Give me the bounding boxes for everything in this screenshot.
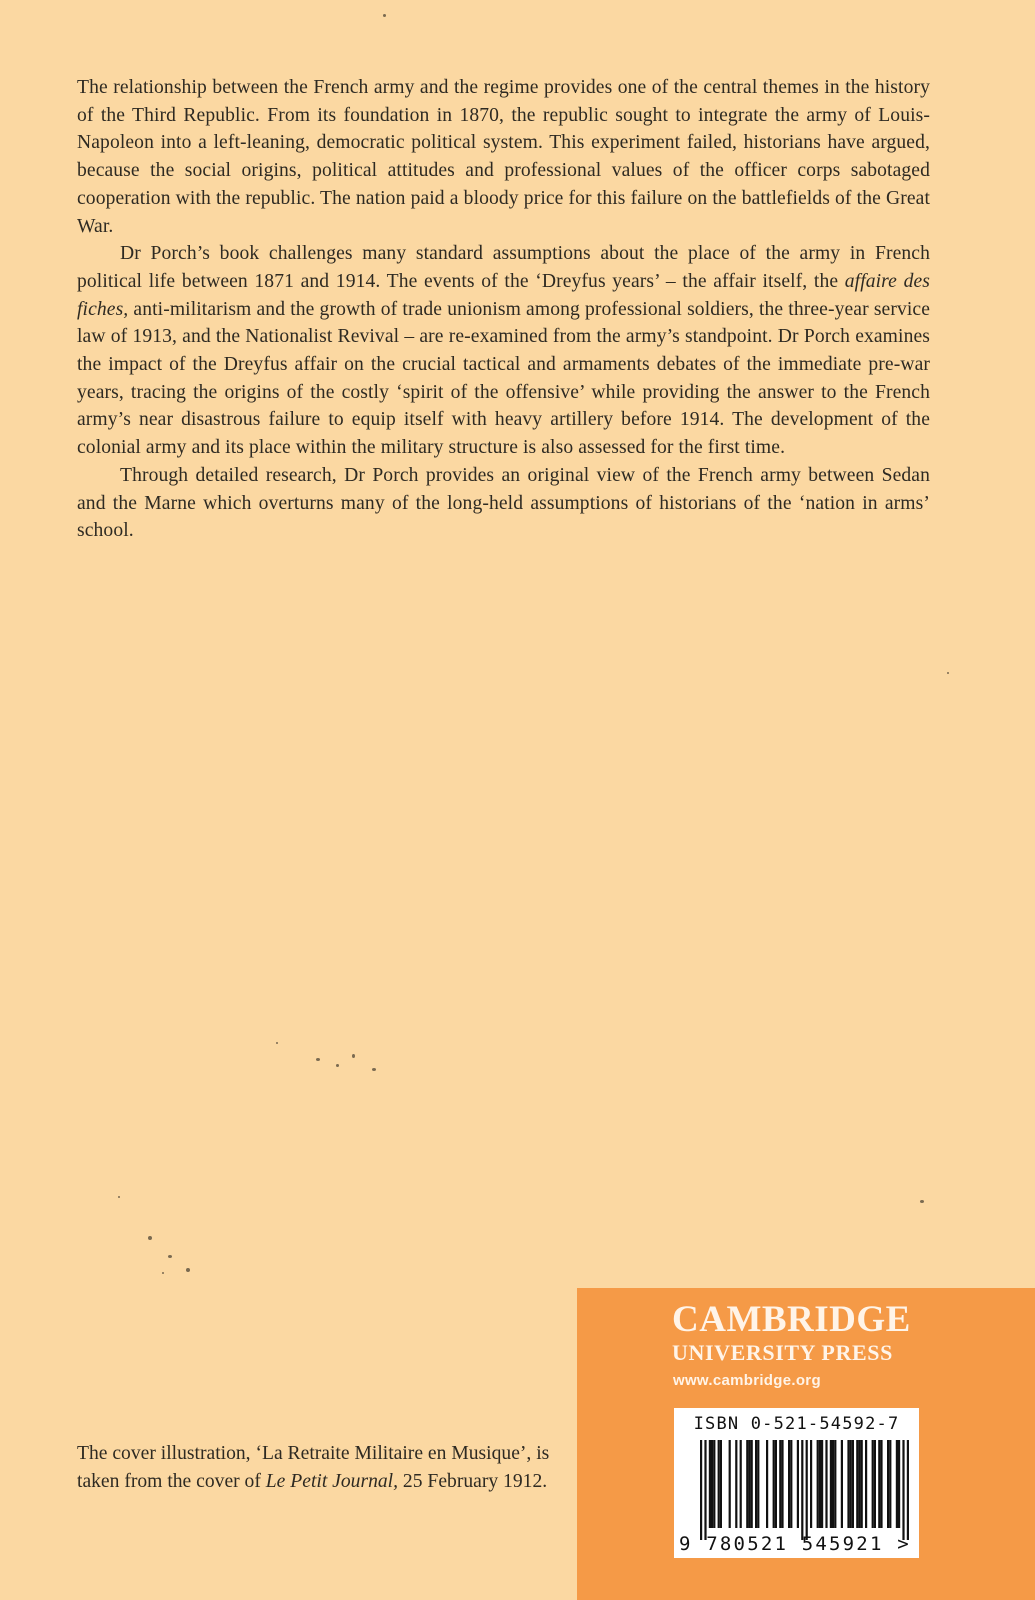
barcode-bar xyxy=(713,1440,715,1528)
barcode-bar xyxy=(729,1440,731,1528)
paper-speck xyxy=(276,1042,278,1044)
barcode-bar xyxy=(788,1440,790,1528)
paper-speck xyxy=(316,1058,320,1061)
barcode-bar xyxy=(751,1440,753,1528)
paper-speck xyxy=(947,672,949,674)
barcode-bar xyxy=(819,1440,821,1528)
barcode-bar xyxy=(748,1440,750,1528)
barcode-bar xyxy=(711,1440,713,1528)
barcode-bar xyxy=(887,1440,889,1528)
publisher-logo xyxy=(672,1300,911,1366)
barcode-bar xyxy=(841,1440,843,1528)
publisher-name-line1: CAMBRIDGE xyxy=(672,1299,911,1340)
barcode-bar xyxy=(775,1440,777,1528)
barcode-bar xyxy=(847,1440,849,1528)
barcode-bar xyxy=(709,1440,711,1528)
paper-speck xyxy=(186,1268,190,1272)
barcode-bar xyxy=(878,1440,880,1528)
publisher-panel xyxy=(577,1288,1035,1600)
barcode-bar xyxy=(735,1440,737,1528)
barcode-bar xyxy=(907,1440,909,1540)
cover-illustration-credit xyxy=(77,1440,557,1495)
blurb-paragraph-1: The relationship between the French army and the regime provides one of the central themes in the history of the Third Republic. From its foundation in 1870, the republic sought to integrate the army of Louis-Napoleon into a left-leaning, democratic political system. This experiment failed, historians have argued, because the social origins, political attitudes and professional values of the officer corps sabotaged cooperation with the republic. The nation paid a bloody price for this failure on the battlefields of the Great War. xyxy=(77,77,930,237)
blurb-paragraph-2-start: Dr Porch’s book challenges many standard assumptions about the place of the army in French political life between 1871 and 1914. The events of the ‘Dreyfus years’ – the affair itself, the xyxy=(77,243,930,292)
barcode-bar xyxy=(779,1440,781,1528)
credit-text-end: 25 February 1912. xyxy=(398,1470,548,1492)
barcode-bar xyxy=(896,1440,898,1528)
credit-italic-title: Le Petit Journal, xyxy=(265,1470,399,1492)
barcode-bar xyxy=(861,1440,863,1528)
publisher-name-line2: UNIVERSITY PRESS xyxy=(672,1340,893,1365)
barcode-bar xyxy=(856,1440,858,1528)
paper-speck xyxy=(118,1196,120,1198)
paper-speck xyxy=(336,1064,339,1067)
barcode-bar xyxy=(852,1440,854,1528)
barcode-bar xyxy=(830,1440,832,1528)
barcode-bar xyxy=(766,1440,768,1528)
paper-speck xyxy=(162,1272,164,1274)
paper-speck xyxy=(168,1255,172,1258)
barcode-bar xyxy=(817,1440,819,1528)
barcode-bar xyxy=(720,1440,722,1528)
barcode-bar xyxy=(902,1440,904,1540)
isbn-label: ISBN 0-521-54592-7 xyxy=(693,1414,900,1434)
barcode-bar xyxy=(832,1440,834,1528)
barcode-bar xyxy=(825,1440,827,1528)
barcode-bar xyxy=(700,1440,702,1540)
barcode-bar xyxy=(880,1440,882,1528)
barcode-bar xyxy=(740,1440,742,1528)
barcode-bar xyxy=(790,1440,792,1528)
barcode-bar xyxy=(801,1440,803,1540)
barcode-bar xyxy=(718,1440,720,1528)
paper-speck xyxy=(920,1200,924,1203)
barcode-bar xyxy=(797,1440,799,1528)
back-cover-blurb xyxy=(77,74,930,545)
publisher-url: www.cambridge.org xyxy=(673,1372,821,1389)
blurb-paragraph-2 xyxy=(77,240,930,462)
barcode-bar xyxy=(746,1440,748,1528)
blurb-italic-title: affaire des fiches, xyxy=(77,270,930,320)
barcode-bar xyxy=(704,1440,706,1540)
credit-text-start: The cover illustration, ‘La Retraite Militaire en Musique’, is taken from the cover of xyxy=(77,1443,550,1492)
isbn-barcode-box xyxy=(674,1408,919,1558)
barcode-bar xyxy=(874,1440,876,1528)
barcode-bar xyxy=(889,1440,891,1528)
barcode-bar xyxy=(757,1440,759,1528)
blurb-paragraph-3: Through detailed research, Dr Porch provides an original view of the French army between Sedan and the Marne which overturns many of the long-held assumptions of historians of the ‘nation in arms’ school. xyxy=(77,464,930,542)
barcode-bar xyxy=(755,1440,757,1528)
barcode-bar xyxy=(872,1440,874,1528)
barcode-bar xyxy=(806,1440,808,1540)
barcode-bar xyxy=(821,1440,823,1528)
barcode-bar xyxy=(773,1440,775,1528)
barcode-bar xyxy=(865,1440,867,1528)
barcode-digits: 9 780521 545921 > xyxy=(679,1533,911,1555)
barcode-bar xyxy=(898,1440,900,1528)
paper-speck xyxy=(148,1236,152,1240)
barcode-bar xyxy=(810,1440,812,1528)
blurb-paragraph-2-end: anti-militarism and the growth of trade unionism among professional soldiers, the three-year service law of 1913, and the Nationalist Revival – are re-examined from the army’s standpoint. Dr Porch examines the impact of the Dreyfus affair on the crucial tactical and armaments debates of the immediate pre-war years, tracing the origins of the costly ‘spirit of the offensive’ while providing the answer to the French army’s near disastrous failure to equip itself with heavy artillery before 1914. The development of the colonial army and its place within the military structure is also assessed for the first time. xyxy=(77,298,930,459)
barcode-bar xyxy=(834,1440,836,1528)
barcode-bar xyxy=(781,1440,783,1528)
paper-speck xyxy=(352,1054,355,1058)
paper-speck xyxy=(372,1068,376,1071)
paper-speck xyxy=(383,14,386,17)
barcode-bar xyxy=(858,1440,860,1528)
barcode-bar xyxy=(850,1440,852,1528)
